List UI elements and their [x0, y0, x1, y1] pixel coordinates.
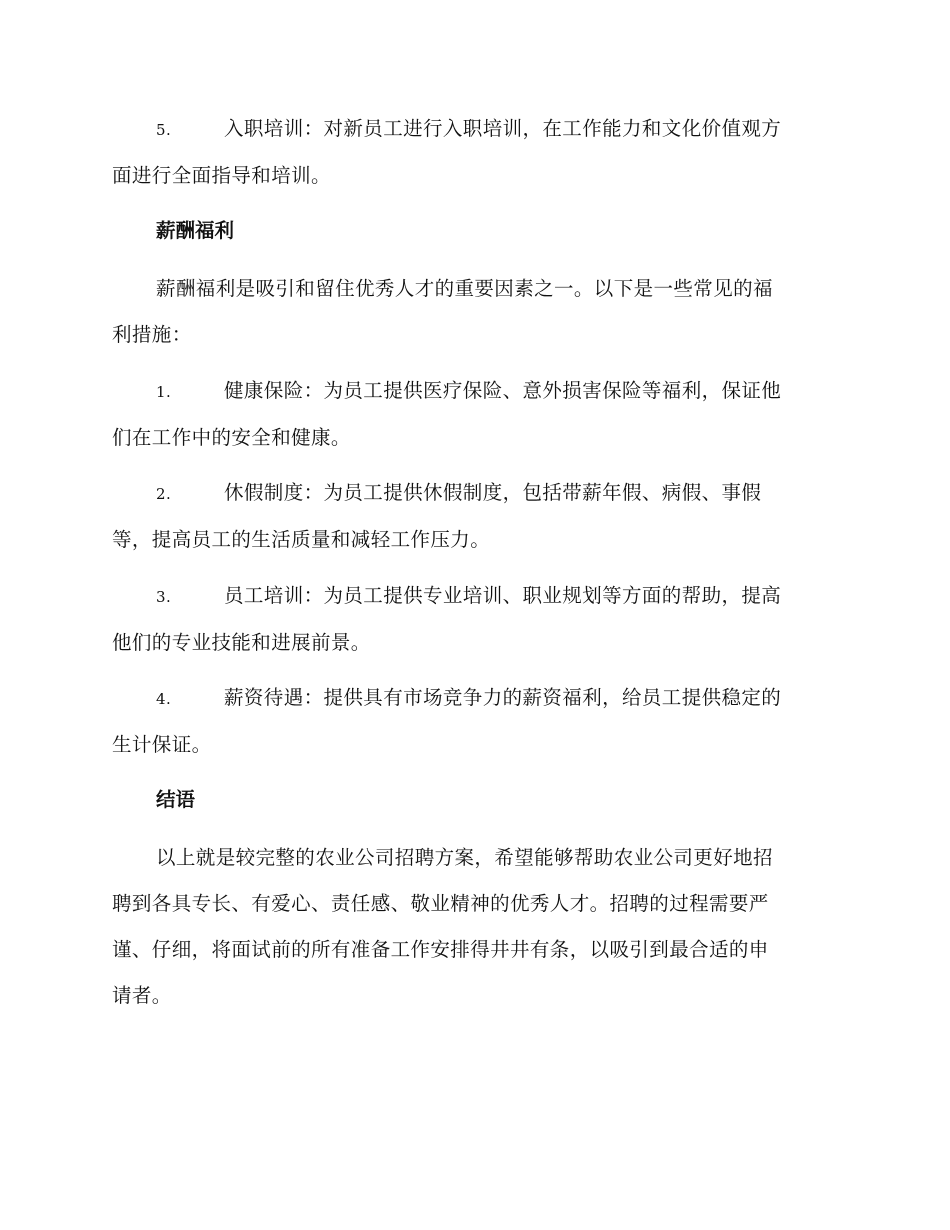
list-item-text: 入职培训：对新员工进行入职培训，在工作能力和文化价值观方 — [224, 117, 782, 140]
list-item-2 — [112, 470, 834, 563]
list-item-continuation: 面进行全面指导和培训。 — [112, 164, 331, 187]
list-number: 3. — [156, 588, 172, 606]
conclusion-paragraph: 以上就是较完整的农业公司招聘方案，希望能够帮助农业公司更好地招 聘到各具专长、有爱心、责任感、敬业精神的优秀人才。招聘的过程需要严 谨、仔细，将面试前的所有准备工作安排得井井有条，以吸引到最合适的申 请者。 — [112, 846, 773, 1007]
list-item-text: 薪资待遇：提供具有市场竞争力的薪资福利，给员工提供稳定的 — [224, 686, 782, 709]
section-heading-conclusion: 结语 — [156, 788, 196, 811]
list-item-continuation: 生计保证。 — [112, 733, 212, 756]
list-item-continuation: 他们的专业技能和进展前景。 — [112, 631, 371, 654]
list-number: 1. — [156, 383, 172, 401]
list-item-text: 健康保险：为员工提供医疗保险、意外损害保险等福利，保证他 — [224, 379, 782, 402]
list-item-4 — [112, 675, 834, 768]
list-item-text: 员工培训：为员工提供专业培训、职业规划等方面的帮助，提高 — [224, 584, 782, 607]
list-number: 2. — [156, 485, 172, 503]
benefits-intro-paragraph: 薪酬福利是吸引和留住优秀人才的重要因素之一。以下是一些常见的福 利措施： — [112, 277, 773, 346]
section-heading-benefits: 薪酬福利 — [156, 219, 235, 242]
list-number: 5. — [156, 121, 172, 139]
list-item-3 — [112, 573, 834, 666]
list-item-continuation: 们在工作中的安全和健康。 — [112, 426, 351, 449]
list-number: 4. — [156, 690, 172, 708]
list-item-5 — [112, 106, 834, 199]
list-item-1 — [112, 368, 834, 461]
list-item-continuation: 等，提高员工的生活质量和减轻工作压力。 — [112, 528, 491, 551]
list-item-text: 休假制度：为员工提供休假制度，包括带薪年假、病假、事假 — [224, 481, 762, 504]
